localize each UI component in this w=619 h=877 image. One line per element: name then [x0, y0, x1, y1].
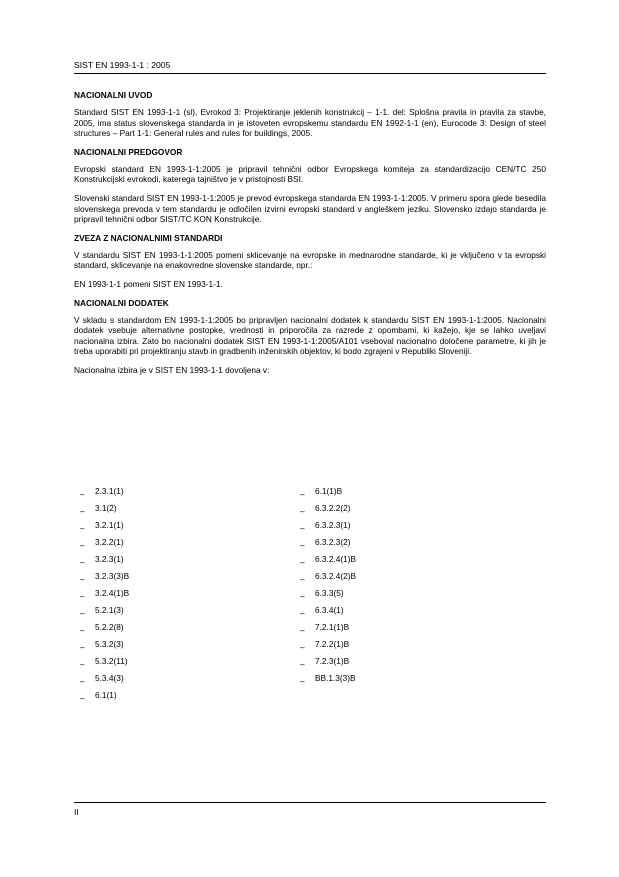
list-item: [300, 604, 356, 621]
list-bullet-dash: –: [80, 659, 85, 669]
list-item: [80, 655, 129, 672]
section-zveza-z-nacionalnimi-standardi: [74, 233, 546, 290]
list-item: [300, 672, 356, 689]
list-bullet-dash: –: [300, 676, 305, 686]
list-item: [300, 655, 356, 672]
clause-reference: 6.3.3(5): [315, 588, 344, 598]
list-bullet-dash: –: [300, 506, 305, 516]
list-bullet-dash: –: [80, 591, 85, 601]
list-item: [300, 519, 356, 536]
list-item: [300, 638, 356, 655]
section-title: ZVEZA Z NACIONALNIMI STANDARDI: [74, 232, 223, 243]
list-bullet-dash: –: [80, 693, 85, 703]
list-item: [80, 672, 129, 689]
paragraph: Nacionalna izbira je v SIST EN 1993-1-1 dovoljena v:: [74, 364, 270, 375]
clause-reference: 3.2.3(3)B: [95, 571, 130, 581]
list-bullet-dash: –: [300, 642, 305, 652]
section-title: NACIONALNI DODATEK: [74, 297, 169, 308]
clause-reference: 3.2.2(1): [95, 537, 124, 547]
clause-reference: 6.3.2.4(1)B: [315, 554, 357, 564]
paragraph: Standard SIST EN 1993-1-1 (sl), Evrokod 3: Projektiranje jeklenih konstrukcij – 1-1. del: Splošna pravila in pravila za stavbe, 2005, ima status slovenskega standarda in je istoveten evropskemu standardu EN 1992-1-1 (en), Eurocode 3: Design of steel structures – Part 1-1: General rules and rules for buildings, 2005.: [74, 107, 546, 139]
clause-reference: 5.2.2(8): [95, 622, 124, 632]
list-bullet-dash: –: [300, 489, 305, 499]
section-nacionalni-dodatek: [74, 298, 546, 376]
list-bullet-dash: –: [300, 659, 305, 669]
list-item: [300, 587, 356, 604]
list-bullet-dash: –: [300, 608, 305, 618]
list-item: [80, 502, 129, 519]
clause-reference: 3.2.1(1): [95, 520, 124, 530]
footer-rule: [74, 802, 546, 803]
clause-reference: 7.2.2(1)B: [315, 639, 350, 649]
list-bullet-dash: –: [300, 540, 305, 550]
list-bullet-dash: –: [80, 625, 85, 635]
clause-reference: 6.3.4(1): [315, 605, 344, 615]
clause-reference: 3.1(2): [95, 503, 117, 513]
list-bullet-dash: –: [300, 574, 305, 584]
list-item: [80, 536, 129, 553]
list-item: [300, 621, 356, 638]
clause-reference: 6.3.2.3(2): [315, 537, 351, 547]
clause-list-left-column: [80, 485, 129, 706]
clause-reference: 6.3.2.4(2)B: [315, 571, 357, 581]
clause-reference: 6.1(1): [95, 690, 117, 700]
clause-reference: 6.3.2.2(2): [315, 503, 351, 513]
clause-reference: 3.2.3(1): [95, 554, 124, 564]
clause-reference: 7.2.3(1)B: [315, 656, 350, 666]
clause-reference: 6.1(1)B: [315, 486, 343, 496]
list-item: [300, 502, 356, 519]
list-item: [80, 485, 129, 502]
list-item: [80, 519, 129, 536]
list-item: [300, 570, 356, 587]
paragraph: V standardu SIST EN 1993-1-1:2005 pomeni sklicevanje na evropske in mednarodne standarde, ki je vključeno v ta evropski standard, sklicevanje na enakovredne slovenske standarde, npr.:: [74, 249, 546, 271]
list-bullet-dash: –: [300, 591, 305, 601]
section-nacionalni-uvod: [74, 90, 546, 139]
list-item: [80, 638, 129, 655]
clause-reference: 3.2.4(1)B: [95, 588, 130, 598]
list-bullet-dash: –: [80, 574, 85, 584]
section-nacionalni-predgovor: [74, 147, 546, 225]
clause-reference: 7.2.1(1)B: [315, 622, 350, 632]
section-title: NACIONALNI UVOD: [74, 90, 153, 100]
document-body: [74, 90, 546, 384]
clause-reference: 5.2.1(3): [95, 605, 124, 615]
page-number: II: [74, 807, 79, 817]
list-item: [80, 689, 129, 706]
list-item: [80, 604, 129, 621]
clause-reference: 5.3.2(3): [95, 639, 124, 649]
clause-reference: BB.1.3(3)B: [315, 673, 356, 683]
paragraph: Slovenski standard SIST EN 1993-1-1:2005 je prevod evropskega standarda EN 1993-1-1:2005. V primeru spora glede besedila slovenskega prevoda v tem standardu je odločilen izvirni evropski standard v angleškem jeziku. Slovensko izdajo standarda je pripravil tehnični odbor SIST/TC KON Konstrukcije.: [74, 192, 546, 225]
clause-reference: 6.3.2.3(1): [315, 520, 351, 530]
list-bullet-dash: –: [80, 489, 85, 499]
list-item: [300, 536, 356, 553]
list-item: [80, 587, 129, 604]
list-bullet-dash: –: [80, 506, 85, 516]
clause-reference: 5.3.2(11): [95, 656, 128, 666]
list-item: [80, 621, 129, 638]
paragraph: EN 1993-1-1 pomeni SIST EN 1993-1-1.: [74, 278, 223, 289]
list-bullet-dash: –: [300, 557, 305, 567]
paragraph: Evropski standard EN 1993-1-1:2005 je pripravil tehnični odbor Evropskega komiteja za standardizacijo CEN/TC 250 Konstrukcijski evrokodi, katerega tajništvo je v pristojnosti BSI.: [74, 163, 546, 185]
list-bullet-dash: –: [300, 625, 305, 635]
clause-reference: 2.3.1(1): [95, 486, 124, 496]
list-bullet-dash: –: [80, 676, 85, 686]
running-header: SIST EN 1993-1-1 : 2005: [74, 60, 171, 70]
list-bullet-dash: –: [80, 540, 85, 550]
list-item: [300, 553, 356, 570]
clause-reference: 5.3.4(3): [95, 673, 124, 683]
clause-list-right-column: [300, 485, 356, 689]
section-title: NACIONALNI PREDGOVOR: [74, 146, 183, 157]
list-bullet-dash: –: [80, 642, 85, 652]
list-bullet-dash: –: [80, 557, 85, 567]
paragraph: V skladu s standardom EN 1993-1-1:2005 bo pripravljen nacionalni dodatek k standardu SIST EN 1993-1-1:2005. Nacionalni dodatek vsebuje alternativne postopke, vrednosti in priporočila za razrede z opombami, ki kažejo, kje se lahko uveljavi nacionalna izbira. Zato bo nacionalni dodatek SIST EN 1993-1-1:2005/A101 vseboval nacionalno določene parametre, ki jih je treba uporabiti pri projektiranju stavb in gradbenih inženirskih objektov, ki bodo zgrajeni v Republiki Sloveniji.: [74, 314, 546, 357]
list-item: [80, 570, 129, 587]
header-rule: [74, 73, 546, 74]
list-item: [300, 485, 356, 502]
list-bullet-dash: –: [80, 608, 85, 618]
list-item: [80, 553, 129, 570]
list-bullet-dash: –: [80, 523, 85, 533]
list-bullet-dash: –: [300, 523, 305, 533]
